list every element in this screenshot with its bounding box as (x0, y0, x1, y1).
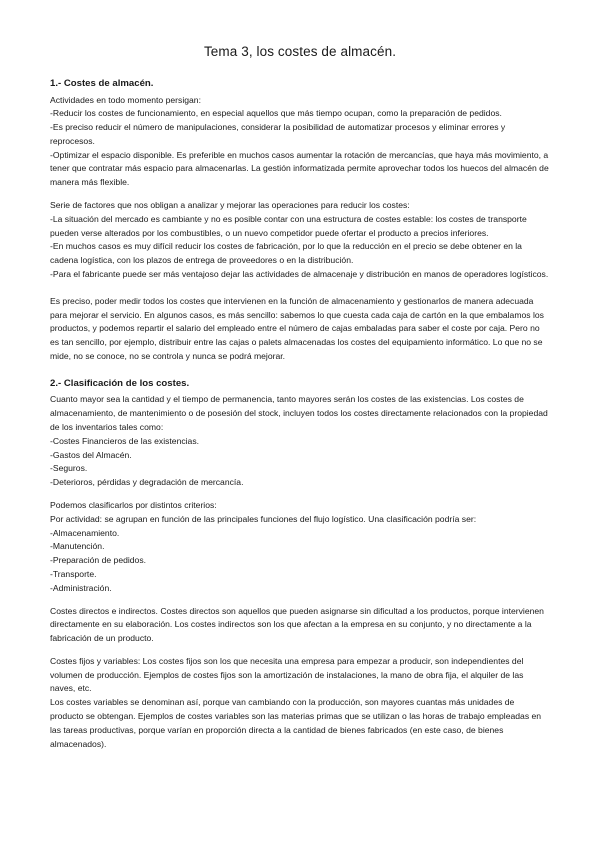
text-line: Podemos clasificarlos por distintos criterios: (50, 499, 217, 510)
list-item: -Gastos del Almacén. (50, 449, 132, 460)
section-clasificacion-costes (50, 377, 550, 752)
paragraph-medir-costes (50, 295, 550, 364)
section-heading: 1.- Costes de almacén. (50, 78, 154, 89)
paragraph-criterios (50, 499, 550, 596)
list-item: -Almacenamiento. (50, 527, 120, 538)
paragraph-directos-indirectos (50, 605, 550, 646)
paragraph-factores (50, 199, 550, 282)
text-line: Actividades en todo momento persigan: (50, 94, 201, 105)
list-item: -Reducir los costes de funcionamiento, en especial aquellos que más tiempo ocupan, como la preparación de pedidos. (50, 108, 502, 119)
text-line: Costes fijos y variables: Los costes fijos son los que necesita una empresa para empezar a producir, son independientes del volumen de producción. Ejemplos de costes fijos son la amortización de instalaciones, la mano de obra fija, el alquiler de las naves, etc. (50, 655, 524, 694)
list-item: -Preparación de pedidos. (50, 555, 147, 566)
list-item: -Optimizar el espacio disponible. Es preferible en muchos casos aumentar la rotación de mercancías, que haya más movimiento, a tener que contratar más espacio para almacenarlas. La gestión informatizada permite aprovechar todos los huecos del almacén de manera más flexible. (50, 149, 549, 188)
section-costes-de-almacen (50, 77, 550, 364)
text-line: Es preciso, poder medir todos los costes que intervienen en la función de almacenamiento y gestionarlos de manera adecuada para mejorar el servicio. En algunos casos, es más sencillo: sabemos lo que cuesta cada caja de cartón en la que embalamos los productos, y podemos repartir el salario del empleado entre el número de cajas embaladas para saber el coste por caja. Pero no es tan sencillo, por ejemplo, distribuir entre las cajas o palets almacenadas los costes del equipamiento informático. Lo que no se mide, no se conoce, no se controla y nunca se podrá mejorar. (50, 295, 544, 362)
text-line: Los costes variables se denominan así, porque van cambiando con la producción, son mayores cuantas más unidades de producto se obtengan. Ejemplos de costes variables son las materias primas que se utilizan o las horas de trabajo empleadas en las tareas productivas, porque varían en proporción directa a la cantidad de bienes fabricados (en este caso, de bienes almacenados). (50, 697, 542, 749)
list-item: -Costes Financieros de las existencias. (50, 435, 200, 446)
list-item: -Deterioros, pérdidas y degradación de mercancía. (50, 477, 244, 488)
paragraph-fijos-variables (50, 655, 550, 752)
text-line: Por actividad: se agrupan en función de las principales funciones del flujo logístico. Una clasificación podría ser: (50, 513, 477, 524)
text-line: Cuanto mayor sea la cantidad y el tiempo de permanencia, tanto mayores serán los costes de las existencias. Los costes de almacenamiento, de mantenimiento o de posesión del stock, incluyen todos los costes directamente relacionados con la propiedad de los inventarios tales como: (50, 394, 548, 432)
paragraph-actividades (50, 94, 550, 191)
text-line: Serie de factores que nos obligan a analizar y mejorar las operaciones para reducir los costes: (50, 200, 410, 211)
list-item: -Transporte. (50, 568, 97, 579)
section-heading: 2.- Clasificación de los costes. (50, 377, 190, 389)
list-item: -Es preciso reducir el número de manipulaciones, considerar la posibilidad de automatizar procesos y eliminar errores y reprocesos. (50, 122, 506, 146)
list-item: -Manutención. (50, 541, 105, 552)
text-line: Costes directos e indirectos. Costes directos son aquellos que pueden asignarse sin dificultad a los productos, porque intervienen directamente en su elaboración. Los costes indirectos son los que afectan a la empresa en su conjunto, y no directamente a la fabricación de un producto. (50, 605, 544, 644)
list-item: -En muchos casos es muy difícil reducir los costes de fabricación, por lo que la reducción en el precio se debe obtener en la cadena logística, con los plazos de entrega de proveedores o en la distribución. (50, 241, 522, 266)
paragraph-existencias (50, 393, 550, 490)
document-title: Tema 3, los costes de almacén. (203, 44, 397, 59)
list-item: -Administración. (50, 582, 112, 593)
list-item: -Seguros. (50, 463, 88, 474)
list-item: -Para el fabricante puede ser más ventajoso dejar las actividades de almacenaje y distribución en manos de operadores logísticos. (50, 269, 549, 280)
list-item: -La situación del mercado es cambiante y no es posible contar con una estructura de costes estable: los costes de transporte pueden verse alterados por los combustibles, o un nuevo competidor puede ofertar el producto a precios inferiores. (50, 213, 527, 238)
